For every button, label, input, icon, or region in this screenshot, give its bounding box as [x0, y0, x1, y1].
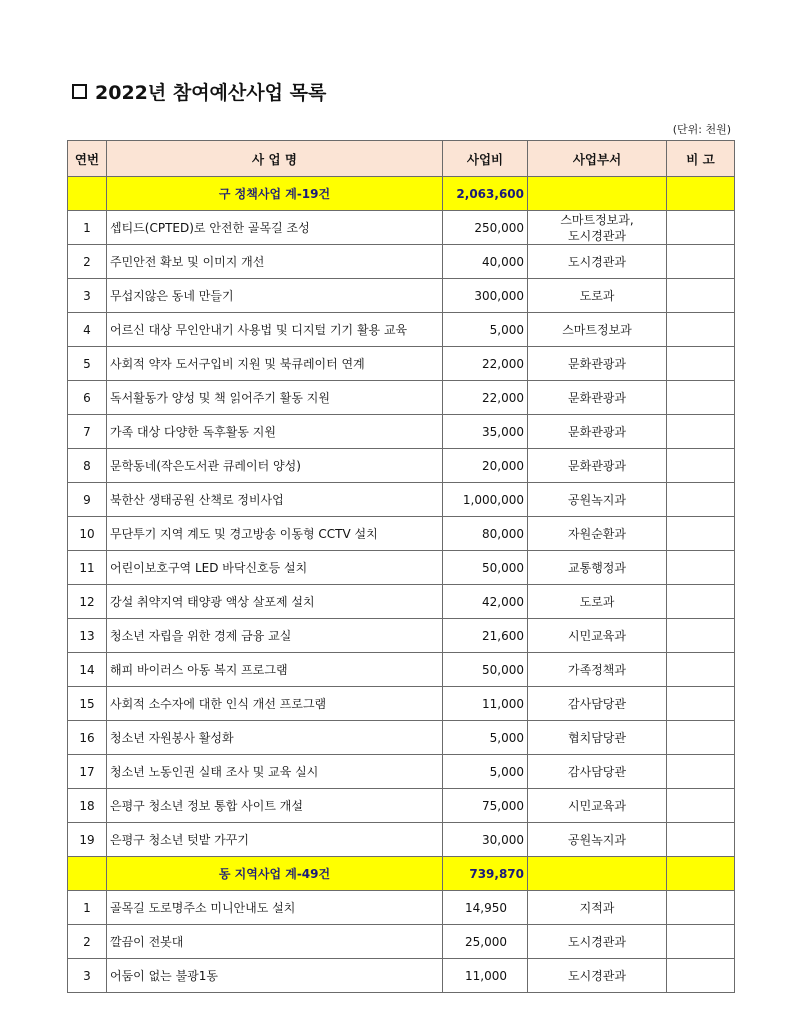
- row-dept: [528, 517, 667, 551]
- dept-text: 협치담당관: [568, 730, 626, 745]
- table-row: [68, 211, 735, 245]
- table-row: [68, 925, 735, 959]
- table-row: [68, 619, 735, 653]
- row-dept: [528, 551, 667, 585]
- summary-note: [667, 177, 735, 211]
- row-dept: [528, 619, 667, 653]
- row-project-name: 강설 취약지역 태양광 액상 살포제 설치: [107, 585, 443, 619]
- table-row: [68, 687, 735, 721]
- dept-text: 문화관광과: [568, 356, 626, 371]
- row-project-name: 사회적 약자 도서구입비 지원 및 북큐레이터 연계: [107, 347, 443, 381]
- row-project-name: 청소년 노동인권 실태 조사 및 교육 실시: [107, 755, 443, 789]
- summary-no: [68, 857, 107, 891]
- header-note: 비 고: [667, 141, 735, 177]
- row-note: [667, 823, 735, 857]
- table-row: [68, 653, 735, 687]
- checkbox-square-icon: [72, 84, 87, 99]
- row-no: 4: [68, 313, 107, 347]
- summary-total: 739,870: [443, 857, 528, 891]
- row-amount: 30,000: [443, 823, 528, 857]
- dept-text: 공원녹지과: [568, 832, 626, 847]
- table-row: [68, 789, 735, 823]
- dept-text: 도시경관과: [568, 934, 626, 949]
- table-row: [68, 721, 735, 755]
- table-row: [68, 415, 735, 449]
- row-project-name: 무단투기 지역 계도 및 경고방송 이동형 CCTV 설치: [107, 517, 443, 551]
- row-project-name: 사회적 소수자에 대한 인식 개선 프로그램: [107, 687, 443, 721]
- table-row: [68, 245, 735, 279]
- row-dept: [528, 721, 667, 755]
- unit-note: (단위: 천원): [672, 123, 731, 136]
- row-amount: 75,000: [443, 789, 528, 823]
- table-row: [68, 347, 735, 381]
- row-amount: 42,000: [443, 585, 528, 619]
- dept-text: 도시경관과: [568, 968, 626, 983]
- row-no: 1: [68, 211, 107, 245]
- row-project-name: 문학동네(작은도서관 큐레이터 양성): [107, 449, 443, 483]
- table-row: [68, 959, 735, 993]
- row-no: 2: [68, 925, 107, 959]
- row-note: [667, 517, 735, 551]
- dept-text: 도로과: [579, 288, 615, 303]
- row-amount: 22,000: [443, 381, 528, 415]
- row-project-name: 어둠이 없는 불광1동: [107, 959, 443, 993]
- row-project-name: 무섭지않은 동네 만들기: [107, 279, 443, 313]
- row-amount: 25,000: [443, 925, 528, 959]
- summary-label: 동 지역사업 계-49건: [107, 857, 443, 891]
- row-project-name: 골목길 도로명주소 미니안내도 설치: [107, 891, 443, 925]
- dept-text: 교통행정과: [568, 560, 626, 575]
- row-amount: 50,000: [443, 551, 528, 585]
- row-project-name: 어르신 대상 무인안내기 사용법 및 디지털 기기 활용 교육: [107, 313, 443, 347]
- dept-text: 도시경관과: [568, 254, 626, 269]
- row-no: 1: [68, 891, 107, 925]
- row-project-name: 어린이보호구역 LED 바닥신호등 설치: [107, 551, 443, 585]
- budget-project-table: [67, 140, 735, 993]
- row-dept: [528, 415, 667, 449]
- dept-text: 문화관광과: [568, 424, 626, 439]
- row-project-name: 청소년 자립을 위한 경제 금융 교실: [107, 619, 443, 653]
- row-amount: 20,000: [443, 449, 528, 483]
- section-summary-row: [68, 177, 735, 211]
- row-dept: [528, 449, 667, 483]
- row-note: [667, 891, 735, 925]
- dept-text: 공원녹지과: [568, 492, 626, 507]
- row-no: 3: [68, 279, 107, 313]
- dept-text: 문화관광과: [568, 390, 626, 405]
- row-amount: 22,000: [443, 347, 528, 381]
- dept-text: 스마트정보과: [562, 322, 632, 337]
- row-note: [667, 245, 735, 279]
- row-note: [667, 619, 735, 653]
- row-amount: 300,000: [443, 279, 528, 313]
- row-no: 5: [68, 347, 107, 381]
- row-note: [667, 755, 735, 789]
- row-note: [667, 551, 735, 585]
- dept-text: 자원순환과: [568, 526, 626, 541]
- row-project-name: 북한산 생태공원 산책로 정비사업: [107, 483, 443, 517]
- row-note: [667, 483, 735, 517]
- row-no: 7: [68, 415, 107, 449]
- row-amount: 80,000: [443, 517, 528, 551]
- row-dept: [528, 789, 667, 823]
- row-note: [667, 211, 735, 245]
- table-row: [68, 551, 735, 585]
- row-note: [667, 585, 735, 619]
- row-dept: [528, 279, 667, 313]
- row-dept: [528, 313, 667, 347]
- row-no: 8: [68, 449, 107, 483]
- dept-text: 시민교육과: [568, 628, 626, 643]
- row-dept: [528, 891, 667, 925]
- summary-no: [68, 177, 107, 211]
- row-no: 9: [68, 483, 107, 517]
- row-note: [667, 449, 735, 483]
- row-amount: 250,000: [443, 211, 528, 245]
- row-dept: [528, 245, 667, 279]
- row-project-name: 셉티드(CPTED)로 안전한 골목길 조성: [107, 211, 443, 245]
- row-project-name: 은평구 청소년 텃밭 가꾸기: [107, 823, 443, 857]
- row-no: 15: [68, 687, 107, 721]
- summary-total: 2,063,600: [443, 177, 528, 211]
- row-note: [667, 347, 735, 381]
- row-note: [667, 721, 735, 755]
- row-project-name: 은평구 청소년 정보 통합 사이트 개설: [107, 789, 443, 823]
- row-no: 18: [68, 789, 107, 823]
- row-project-name: 가족 대상 다양한 독후활동 지원: [107, 415, 443, 449]
- row-project-name: 해피 바이러스 아동 복지 프로그램: [107, 653, 443, 687]
- row-dept: [528, 347, 667, 381]
- row-note: [667, 925, 735, 959]
- row-no: 3: [68, 959, 107, 993]
- title-text: 2022년 참여예산사업 목록: [95, 82, 327, 104]
- row-project-name: 주민안전 확보 및 이미지 개선: [107, 245, 443, 279]
- dept-text: 시민교육과: [568, 798, 626, 813]
- row-amount: 14,950: [443, 891, 528, 925]
- table-row: [68, 755, 735, 789]
- row-dept: [528, 653, 667, 687]
- row-amount: 50,000: [443, 653, 528, 687]
- summary-dept: [528, 177, 667, 211]
- row-amount: 1,000,000: [443, 483, 528, 517]
- row-amount: 5,000: [443, 721, 528, 755]
- row-no: 19: [68, 823, 107, 857]
- table-row: [68, 823, 735, 857]
- header-no: 연번: [68, 141, 107, 177]
- table-row: [68, 483, 735, 517]
- row-no: 6: [68, 381, 107, 415]
- row-no: 12: [68, 585, 107, 619]
- dept-text: 감사담당관: [568, 696, 626, 711]
- table-row: [68, 279, 735, 313]
- row-project-name: 깔끔이 전봇대: [107, 925, 443, 959]
- row-no: 10: [68, 517, 107, 551]
- summary-label: 구 정책사업 계-19건: [107, 177, 443, 211]
- row-no: 2: [68, 245, 107, 279]
- row-amount: 11,000: [443, 687, 528, 721]
- dept-text: 도로과: [579, 594, 615, 609]
- dept-text: 스마트정보과,: [560, 212, 634, 227]
- row-note: [667, 381, 735, 415]
- row-no: 16: [68, 721, 107, 755]
- row-note: [667, 279, 735, 313]
- page-title: [72, 78, 326, 105]
- summary-dept: [528, 857, 667, 891]
- table-row: [68, 891, 735, 925]
- row-note: [667, 653, 735, 687]
- row-dept: [528, 687, 667, 721]
- row-no: 14: [68, 653, 107, 687]
- row-no: 13: [68, 619, 107, 653]
- dept-text-2: 도시경관과: [568, 228, 626, 243]
- row-note: [667, 687, 735, 721]
- table-row: [68, 449, 735, 483]
- row-note: [667, 789, 735, 823]
- row-note: [667, 415, 735, 449]
- row-dept: [528, 585, 667, 619]
- header-dept: 사업부서: [528, 141, 667, 177]
- row-project-name: 독서활동가 양성 및 책 읽어주기 활동 지원: [107, 381, 443, 415]
- table-row: [68, 313, 735, 347]
- summary-note: [667, 857, 735, 891]
- row-amount: 40,000: [443, 245, 528, 279]
- dept-text: 감사담당관: [568, 764, 626, 779]
- row-dept: [528, 755, 667, 789]
- header-name: 사 업 명: [107, 141, 443, 177]
- row-no: 17: [68, 755, 107, 789]
- row-dept: [528, 925, 667, 959]
- row-amount: 21,600: [443, 619, 528, 653]
- row-no: 11: [68, 551, 107, 585]
- table-row: [68, 585, 735, 619]
- row-amount: 5,000: [443, 755, 528, 789]
- dept-text: 지적과: [579, 900, 615, 915]
- row-project-name: 청소년 자원봉사 활성화: [107, 721, 443, 755]
- row-amount: 11,000: [443, 959, 528, 993]
- row-amount: 5,000: [443, 313, 528, 347]
- dept-text: 가족정책과: [568, 662, 626, 677]
- row-dept: [528, 823, 667, 857]
- row-amount: 35,000: [443, 415, 528, 449]
- row-note: [667, 313, 735, 347]
- row-dept: [528, 211, 667, 245]
- row-dept: [528, 483, 667, 517]
- row-dept: [528, 381, 667, 415]
- header-amount: 사업비: [443, 141, 528, 177]
- table-header-row: [68, 141, 735, 177]
- section-summary-row: [68, 857, 735, 891]
- dept-text: 문화관광과: [568, 458, 626, 473]
- table-row: [68, 517, 735, 551]
- row-dept: [528, 959, 667, 993]
- row-note: [667, 959, 735, 993]
- table-row: [68, 381, 735, 415]
